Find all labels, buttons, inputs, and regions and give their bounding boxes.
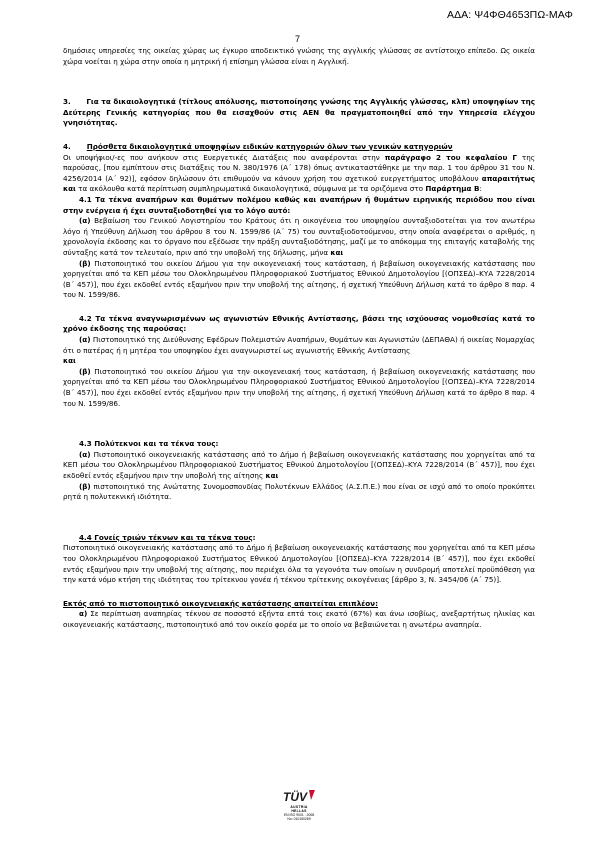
extra-requirements-a	[63, 609, 535, 630]
intro-paragraph: δημόσιες υπηρεσίες της οικείας χώρας ως έγκυρο αποδεικτικό γνώσης της αγγλικής γλώσσας σε αντίστοιχο επίπεδο. Ως οικεία χώρα νοείται η χώρα στην οποία η μητρική ή επίσημη γλώσσα είναι η Αγγλική.	[63, 46, 535, 66]
item-label: (β)	[79, 481, 91, 491]
section-3-paragraph: 3. Για τα δικαιολογητικά (τίτλους απόλυσης, πιστοποίησης γνώσης της Αγγλικής γλώσσας, κλπ) υποψηφίων της Δεύτερης Γενικής κατηγορίας που θα εισαχθούν στις ΑΕΝ θα πραγματοποιηθεί από την Υπηρεσία ελέγχου γνησιότητας.	[63, 97, 538, 128]
item-label: (α)	[79, 335, 91, 345]
subsection-4-4-title-text: 4.4 Γονείς τριών τέκνων και τα τέκνα τους	[79, 532, 253, 542]
section-4-intro-bold3: Παράρτημα Β	[425, 184, 480, 194]
item-text: Βεβαίωση του Γενικού Λογιστηρίου του Κράτους ότι η οικογένεια του υποψηφίου συνταξιοδοτείται για τον ανωτέρω λόγο ή Υπεύθυνη Δήλωση του άρθρου 8 του Ν. 1599/86 (Α΄ 75) του συνταξιοδοτούμενου, στην οποία αναφέρεται ο αριθμός, η χρονολογία έκδοσης και το όργανο που εξέδωσε την πράξη συνταξιοδότησης, μαζί με το απόκομμα της επιταγής καταβολής της σύνταξης κατά τον τελευταίο, πριν από την υποβολή της δήλωσης, μήνα	[63, 216, 535, 257]
subsection-4-2-a	[63, 335, 535, 356]
subsection-4-2-b	[63, 367, 535, 409]
item-text: Πιστοποιητικό οικογενειακής κατάστασης από το Δήμο ή βεβαίωση οικογενειακής κατάστασης που χορηγείται από τα ΚΕΠ μέσω του Ολοκληρωμένου Πληροφοριακού Συστήματος Εθνικού Δημοτολογίου [(ΟΠΣΕΔ)–ΚΥΑ 7228/2014 (Β΄ 457)], που έχει εκδοθεί εντός εξαμήνου πριν την υποβολή της αίτησης	[63, 449, 535, 480]
tuv-logo-icon	[282, 789, 316, 805]
item-label: (α)	[79, 216, 91, 226]
section-4-intro-a: Οι υποψήφιοι/-ες που ανήκουν στις Ευεργετικές Διατάξεις που αναφέρονται στην	[63, 152, 385, 162]
item-and: και	[265, 471, 279, 480]
section-4-title: Πρόσθετα δικαιολογητικά υποψηφίων ειδικών κατηγοριών όλων των γενικών κατηγοριών	[86, 141, 453, 151]
item-label: α)	[79, 609, 88, 619]
tuv-certification-logo	[277, 789, 321, 821]
item-text: Πιστοποιητικό του οικείου Δήμου για την οικογενειακή τους κατάσταση, ή βεβαίωση οικογενειακής κατάστασης που χορηγείται από τα ΚΕΠ μέσω του Ολοκληρωμένου Πληροφοριακού Συστήματος Εθνικού Δημοτολογίου [(ΟΠΣΕΔ)–ΚΥΑ 7228/2014 (Β΄ 457)], που έχει εκδοθεί εντός εξαμήνου πριν την υποβολή της αίτησης, ή σχετική Υπεύθυνη Δήλωση κατά το άρθρο 8 παρ. 4 του Ν. 1599/86.	[63, 258, 535, 300]
section-4-intro-bold2: απαραιτήτως και	[63, 173, 535, 194]
item-label: (β)	[79, 258, 91, 268]
item-text: Σε περίπτωση αναπηρίας τέκνου σε ποσοστό εξήντα επτά τοις εκατό (67%) και άνω ισοβίως, ανεξαρτήτως ηλικίας και οικογενειακής κατάστασης, πιστοποιητικό από τον οικείο φορέα με το οποίο να βεβαιώνεται η ανωτέρω αναπηρία.	[63, 609, 535, 629]
subsection-4-4-text: Πιστοποιητικό οικογενειακής κατάστασης από το Δήμο ή βεβαίωση οικογενειακής κατάστασης που χορηγείται από τα ΚΕΠ μέσω του Ολοκληρωμένου Πληροφοριακού Συστήματος Εθνικού Δημοτολογίου [(ΟΠΣΕΔ)–ΚΥΑ 7228/2014 (Β΄ 457)], που έχει εκδοθεί εντός εξαμήνου πριν την υποβολή της αίτησης, που περιέχει όλα τα γεγονότα των οποίων η συνδρομή αποτελεί προϋπόθεση για την κατά νόμο κτήση της ιδιότητας του τρίτεκνου γονέα ή τέκνου τρίτεκνης οικογένειας [άρθρο 3, Ν. 3454/06 (Α΄ 75)].	[63, 543, 535, 585]
ada-code: ΑΔΑ: Ψ4ΦΘ4653ΠΩ-ΜΑΦ	[446, 9, 573, 21]
tuv-cert-number: No: 010150269	[287, 817, 311, 822]
item-text: Πιστοποιητικό του οικείου Δήμου για την οικογενειακή τους κατάσταση, ή βεβαίωση οικογενειακής κατάστασης που χορηγείται από τα ΚΕΠ μέσω του Ολοκληρωμένου Πληροφοριακού Συστήματος Εθνικού Δημοτολογίου [(ΟΠΣΕΔ)–ΚΥΑ 7228/2014 (Β΄ 457)], που έχει εκδοθεί εντός εξαμήνου πριν την υποβολή της αίτησης, ή σχετική Υπεύθυνη Δήλωση κατά το άρθρο 8 παρ. 4 του Ν. 1599/86.	[63, 366, 535, 408]
subsection-4-4-title	[63, 533, 535, 544]
section-4-heading	[63, 142, 535, 153]
extra-requirements-title: Εκτός από το πιστοποιητικό οικογενειακής κατάστασης απαιτείται επιπλέον:	[63, 598, 378, 608]
subsection-4-2-title: 4.2 Τα τέκνα αναγνωρισμένων ως αγωνιστών Εθνικής Αντίστασης, βάσει της ισχύουσας νομοθεσίας κατά το χρόνο έκδοσης της παρούσας:	[63, 313, 535, 334]
subsection-4-3-b	[63, 482, 535, 503]
subsection-4-3-a	[63, 450, 535, 482]
section-4-intro-c: τα ακόλουθα κατά περίπτωση συμπληρωματικά δικαιολογητικά, σύμφωνα με τα οριζόμενα στο	[75, 184, 426, 194]
page-number: 7	[294, 34, 300, 44]
tuv-cert-standard: EN ISO 9001 : 2008	[283, 813, 315, 817]
subsection-4-3-title: 4.3 Πολύτεκνοι και τα τέκνα τους:	[79, 439, 219, 449]
section-4-intro-b: της παρούσας, [που εμπίπτουν στις διατάξεις του Ν. 380/1976 (Α΄ 178) όπως αντικαταστάθηκε με την παρ. 1 του άρθρου 31 του Ν. 4256/2014 (Α΄ 92)], εφόσον δηλώσουν ότι επιθυμούν να κάνουν χρήση του σχετικού ευεργετήματος υποβάλουν	[63, 152, 535, 183]
item-and: και	[330, 247, 344, 257]
item-label: (α)	[79, 449, 91, 459]
section-4-number: 4.	[63, 141, 71, 151]
section-4-intro	[63, 153, 535, 195]
document-body	[63, 46, 538, 631]
subsection-4-2-and: και	[63, 356, 76, 366]
tuv-hellas: HELLAS	[291, 809, 307, 813]
section-4-intro-bold1: παράγραφο 2 του κεφαλαίου Γ	[384, 152, 518, 162]
item-text: Πιστοποιητικό της Διεύθυνσης Εφέδρων Πολεμιστών Αναπήρων, Θυμάτων και Αγωνιστών (ΔΕΠΑΘΑ) ή οικείας Νομαρχίας ότι ο πατέρας ή η μητέρα του υποψηφίου έχει αναγνωριστεί ως αγωνιστής Εθνικής Αντίστασης	[63, 335, 535, 355]
tuv-logo-text: TÜV	[283, 790, 307, 804]
subsection-4-1-title: 4.1 Τα τέκνα αναπήρων και θυμάτων πολέμου καθώς και αναπήρων ή θυμάτων ειρηνικής περιόδου που είναι στην ενέργεια ή έχει συνταξιοδοτηθεί για το λόγο αυτό:	[63, 194, 535, 215]
subsection-4-1-a	[63, 216, 535, 258]
item-text: πιστοποιητικό της Ανώτατης Συνομοσπονδίας Πολυτέκνων Ελλάδος (Α.Σ.Π.Ε.) που είναι σε ισχύ από το οποίο προκύπτει ρητά η πολυτεκνική ιδιότητα.	[63, 481, 535, 502]
section-4-intro-d: :	[479, 184, 482, 194]
tuv-austria: AUSTRIA	[290, 805, 308, 809]
item-label: (β)	[79, 366, 91, 376]
subsection-4-4-colon: :	[252, 532, 256, 542]
subsection-4-1-b	[63, 259, 535, 301]
